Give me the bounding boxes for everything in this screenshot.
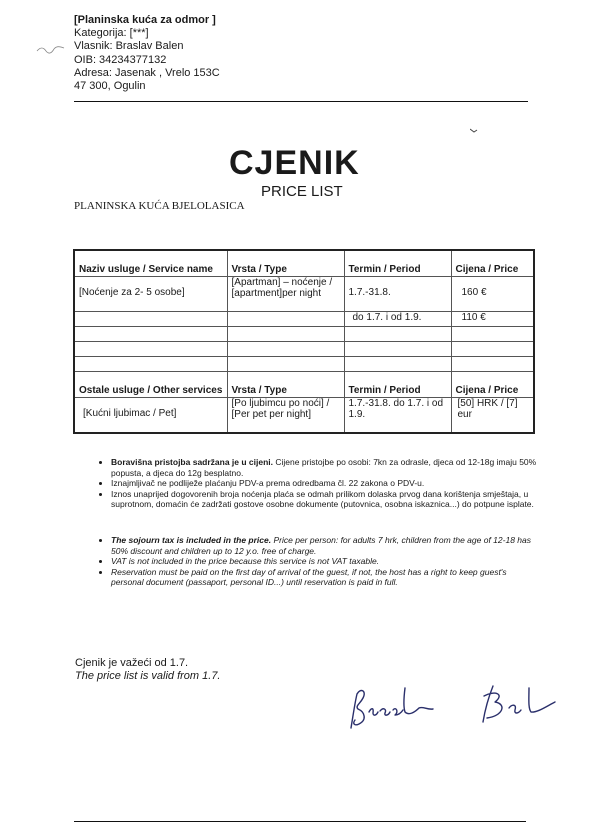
- table-row: [74, 277, 534, 312]
- note-item: [111, 457, 541, 478]
- category-line: Kategorija: [***]: [74, 27, 149, 40]
- note-text: Cijene pristojbe po osobi: 7kn za odrasle, djeca od 12-18g imaju 50% popusta, a djeca do 12g besplatno.: [111, 457, 537, 478]
- header-cell: Ostale usluge / Other services: [74, 372, 227, 398]
- english-notes: [93, 535, 541, 588]
- validity-hr: Cjenik je važeći od 1.7.: [75, 657, 189, 669]
- empty-row: [74, 357, 534, 372]
- footer-divider: [74, 821, 526, 822]
- owner-line: Vlasnik: Braslav Balen: [74, 40, 184, 53]
- table-row: [74, 398, 534, 434]
- owner-header: [74, 14, 220, 93]
- table-header-row: [74, 250, 534, 277]
- table-cell: 110 €: [451, 312, 534, 327]
- table-cell: [50] HRK / [7] eur: [451, 398, 534, 434]
- header-cell: Cijena / Price: [451, 372, 534, 398]
- document-title: CJENIK: [229, 144, 360, 182]
- note-item: • VAT is not included in the price because this service is not VAT taxable.: [111, 556, 541, 567]
- note-item: [111, 535, 541, 556]
- table-cell: [Po ljubimcu po noći] / [Per pet per night]: [227, 398, 344, 434]
- note-emphasis: The sojourn tax is included in the price.: [111, 535, 272, 545]
- header-cell: Vrsta / Type: [227, 372, 344, 398]
- note-emphasis: Boravišna pristojba sadržana je u cijeni.: [111, 457, 274, 467]
- property-title: [Planinska kuća za odmor ]: [74, 14, 216, 26]
- oib-line: OIB: 34234377132: [74, 53, 167, 66]
- scribble-mark: [36, 42, 66, 56]
- croatian-notes: [93, 457, 541, 510]
- note-item: • Reservation must be paid on the first day of arrival of the guest, if not, the host has a right to keep guest's personal document (passaport, personal ID...) until reservation is paid in full.: [111, 567, 541, 588]
- other-services-header-row: [74, 372, 534, 398]
- table-cell: 1.7.-31.8.: [344, 277, 451, 312]
- document-subtitle: PRICE LIST: [261, 183, 343, 200]
- table-cell: [Apartman] – noćenje / [apartment]per night: [227, 277, 344, 312]
- validity-en: The price list is valid from 1.7.: [75, 670, 221, 682]
- table-cell: do 1.7. i od 1.9.: [344, 312, 451, 327]
- header-cell: Naziv usluge / Service name: [74, 250, 227, 277]
- table-row: [74, 312, 534, 327]
- city-line: 47 300, Ogulin: [74, 80, 146, 93]
- header-cell: Vrsta / Type: [227, 250, 344, 277]
- empty-row: [74, 327, 534, 342]
- header-cell: Termin / Period: [344, 250, 451, 277]
- note-item: • Iznos unaprijed dogovorenih broja noćenja plaća se odmah prilikom dolaska prvog dana korištenja smještaja, u suprotnom, domaćin će zadržati gostove osobne dokumente (putovnica, osobna iskaznica...) do potpune isplate.: [111, 489, 541, 510]
- empty-row: [74, 342, 534, 357]
- note-text: Price per person: for adults 7 hrk, children from the age of 12-18 has 50% discount and children up to 12 y.o. free of charge.: [111, 535, 531, 556]
- header-cell: Cijena / Price: [451, 250, 534, 277]
- note-item: • Iznajmljivač ne podliježe plaćanju PDV-a prema odredbama čl. 22 zakona o PDV-u.: [111, 478, 541, 489]
- header-divider: [74, 101, 528, 102]
- table-cell: [Kućni ljubimac / Pet]: [74, 398, 227, 434]
- header-cell: Termin / Period: [344, 372, 451, 398]
- price-table: [73, 249, 535, 434]
- pen-tick-mark: [470, 128, 478, 134]
- table-cell: [227, 312, 344, 327]
- table-cell: 1.7.-31.8. do 1.7. i od 1.9.: [344, 398, 451, 434]
- table-cell: 160 €: [451, 277, 534, 312]
- house-name: PLANINSKA KUĆA BJELOLASICA: [74, 200, 245, 212]
- table-cell: [74, 312, 227, 327]
- address-line: Adresa: Jasenak , Vrelo 153C: [74, 66, 220, 79]
- table-cell: [Noćenje za 2- 5 osobe]: [74, 277, 227, 312]
- validity-statement: [75, 657, 221, 683]
- handwritten-signature: [343, 682, 558, 730]
